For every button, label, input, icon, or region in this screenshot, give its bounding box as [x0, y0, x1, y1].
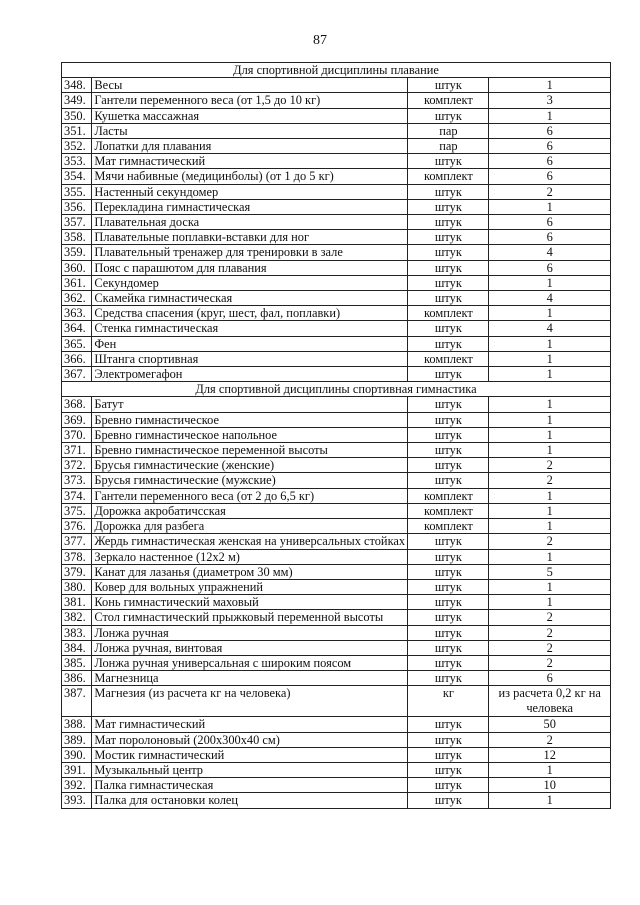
item-quantity: 1 — [489, 275, 611, 290]
item-unit: штук — [408, 215, 489, 230]
item-unit: штук — [408, 625, 489, 640]
item-quantity: 2 — [489, 473, 611, 488]
item-name: Электромегафон — [92, 367, 408, 382]
item-quantity: 50 — [489, 717, 611, 732]
item-quantity: 5 — [489, 564, 611, 579]
item-unit: пар — [408, 139, 489, 154]
item-name: Брусья гимнастические (мужские) — [92, 473, 408, 488]
item-quantity: 6 — [489, 139, 611, 154]
table-row — [62, 184, 611, 199]
item-quantity: 6 — [489, 260, 611, 275]
item-quantity: 1 — [489, 336, 611, 351]
item-quantity: 1 — [489, 367, 611, 382]
item-name: Лонжа ручная, винтовая — [92, 640, 408, 655]
item-name: Средства спасения (круг, шест, фал, поплавки) — [92, 306, 408, 321]
item-unit: штук — [408, 793, 489, 808]
section-title: Для спортивной дисциплины спортивная гимнастика — [62, 382, 611, 397]
item-unit: штук — [408, 717, 489, 732]
item-unit: штук — [408, 245, 489, 260]
table-row — [62, 503, 611, 518]
item-quantity: из расчета 0,2 кг на человека — [489, 686, 611, 717]
item-name: Ласты — [92, 123, 408, 138]
item-unit: штук — [408, 336, 489, 351]
row-number: 354. — [62, 169, 92, 184]
table-row — [62, 549, 611, 564]
item-quantity: 1 — [489, 108, 611, 123]
row-number: 350. — [62, 108, 92, 123]
row-number: 371. — [62, 443, 92, 458]
table-row — [62, 215, 611, 230]
row-number: 389. — [62, 732, 92, 747]
item-unit: штук — [408, 595, 489, 610]
item-unit: штук — [408, 275, 489, 290]
item-name: Мат гимнастический — [92, 154, 408, 169]
table-row — [62, 671, 611, 686]
item-unit: штук — [408, 549, 489, 564]
item-unit: штук — [408, 397, 489, 412]
row-number: 373. — [62, 473, 92, 488]
table-row — [62, 291, 611, 306]
row-number: 352. — [62, 139, 92, 154]
table-row — [62, 686, 611, 717]
row-number: 372. — [62, 458, 92, 473]
item-unit: комплект — [408, 519, 489, 534]
row-number: 348. — [62, 78, 92, 93]
item-name: Жердь гимнастическая женская на универсальных стойках — [92, 534, 408, 549]
row-number: 382. — [62, 610, 92, 625]
table-row — [62, 488, 611, 503]
table-row — [62, 564, 611, 579]
table-row — [62, 351, 611, 366]
row-number: 363. — [62, 306, 92, 321]
table-row — [62, 245, 611, 260]
item-quantity: 1 — [489, 397, 611, 412]
item-name: Мат поролоновый (200х300х40 см) — [92, 732, 408, 747]
item-quantity: 1 — [489, 427, 611, 442]
row-number: 358. — [62, 230, 92, 245]
item-quantity: 1 — [489, 78, 611, 93]
table-row — [62, 367, 611, 382]
item-quantity: 3 — [489, 93, 611, 108]
item-quantity: 1 — [489, 306, 611, 321]
item-name: Музыкальный центр — [92, 762, 408, 777]
row-number: 375. — [62, 503, 92, 518]
item-unit: штук — [408, 640, 489, 655]
item-unit: пар — [408, 123, 489, 138]
table-row — [62, 336, 611, 351]
item-name: Бревно гимнастическое — [92, 412, 408, 427]
row-number: 366. — [62, 351, 92, 366]
row-number: 357. — [62, 215, 92, 230]
item-unit: штук — [408, 671, 489, 686]
item-name: Ковер для вольных упражнений — [92, 579, 408, 594]
item-unit: штук — [408, 443, 489, 458]
item-name: Фен — [92, 336, 408, 351]
item-name: Плавательная доска — [92, 215, 408, 230]
item-name: Лопатки для плавания — [92, 139, 408, 154]
row-number: 356. — [62, 199, 92, 214]
item-name: Батут — [92, 397, 408, 412]
item-name: Палка для остановки колец — [92, 793, 408, 808]
item-quantity: 6 — [489, 123, 611, 138]
item-quantity: 6 — [489, 154, 611, 169]
row-number: 383. — [62, 625, 92, 640]
item-unit: штук — [408, 732, 489, 747]
table-row — [62, 458, 611, 473]
item-unit: штук — [408, 747, 489, 762]
item-name: Бревно гимнастическое переменной высоты — [92, 443, 408, 458]
table-row — [62, 579, 611, 594]
item-quantity: 2 — [489, 732, 611, 747]
table-row — [62, 640, 611, 655]
item-name: Мат гимнастический — [92, 717, 408, 732]
item-name: Магнезница — [92, 671, 408, 686]
table-row — [62, 519, 611, 534]
item-name: Перекладина гимнастическая — [92, 199, 408, 214]
item-quantity: 6 — [489, 215, 611, 230]
table-row — [62, 397, 611, 412]
item-name: Мячи набивные (медицинболы) (от 1 до 5 кг) — [92, 169, 408, 184]
item-name: Лонжа ручная универсальная с широким поясом — [92, 655, 408, 670]
row-number: 388. — [62, 717, 92, 732]
item-unit: штук — [408, 78, 489, 93]
row-number: 376. — [62, 519, 92, 534]
table-row — [62, 732, 611, 747]
item-name: Скамейка гимнастическая — [92, 291, 408, 306]
table-row — [62, 427, 611, 442]
table-row — [62, 625, 611, 640]
table-row — [62, 412, 611, 427]
item-quantity: 4 — [489, 321, 611, 336]
item-quantity: 2 — [489, 458, 611, 473]
row-number: 390. — [62, 747, 92, 762]
item-quantity: 1 — [489, 443, 611, 458]
row-number: 370. — [62, 427, 92, 442]
item-unit: штук — [408, 427, 489, 442]
item-quantity: 10 — [489, 778, 611, 793]
row-number: 386. — [62, 671, 92, 686]
row-number: 381. — [62, 595, 92, 610]
table-row — [62, 169, 611, 184]
item-quantity: 1 — [489, 412, 611, 427]
table-row — [62, 306, 611, 321]
item-name: Лонжа ручная — [92, 625, 408, 640]
item-unit: штук — [408, 473, 489, 488]
item-unit: комплект — [408, 488, 489, 503]
item-quantity: 1 — [489, 351, 611, 366]
item-quantity: 6 — [489, 230, 611, 245]
item-name: Палка гимнастическая — [92, 778, 408, 793]
item-quantity: 1 — [489, 519, 611, 534]
table-row — [62, 93, 611, 108]
table-row — [62, 154, 611, 169]
row-number: 379. — [62, 564, 92, 579]
item-unit: комплект — [408, 503, 489, 518]
table-row — [62, 778, 611, 793]
item-unit: комплект — [408, 169, 489, 184]
item-name: Гантели переменного веса (от 1,5 до 10 кг) — [92, 93, 408, 108]
item-unit: кг — [408, 686, 489, 717]
row-number: 362. — [62, 291, 92, 306]
item-unit: штук — [408, 199, 489, 214]
item-unit: штук — [408, 291, 489, 306]
item-unit: штук — [408, 108, 489, 123]
table-row — [62, 230, 611, 245]
item-name: Конь гимнастический маховый — [92, 595, 408, 610]
table-row — [62, 717, 611, 732]
row-number: 364. — [62, 321, 92, 336]
row-number: 393. — [62, 793, 92, 808]
item-name: Канат для лазанья (диаметром 30 мм) — [92, 564, 408, 579]
row-number: 377. — [62, 534, 92, 549]
item-quantity: 1 — [489, 488, 611, 503]
table-row — [62, 108, 611, 123]
item-unit: штук — [408, 321, 489, 336]
item-unit: штук — [408, 367, 489, 382]
item-unit: штук — [408, 260, 489, 275]
table-row — [62, 473, 611, 488]
item-name: Мостик гимнастический — [92, 747, 408, 762]
item-name: Секундомер — [92, 275, 408, 290]
row-number: 392. — [62, 778, 92, 793]
item-unit: штук — [408, 762, 489, 777]
item-name: Плавательные поплавки-вставки для ног — [92, 230, 408, 245]
item-name: Гантели переменного веса (от 2 до 6,5 кг) — [92, 488, 408, 503]
table-row — [62, 762, 611, 777]
item-unit: штук — [408, 154, 489, 169]
table-row — [62, 199, 611, 214]
item-quantity: 1 — [489, 762, 611, 777]
item-name: Кушетка массажная — [92, 108, 408, 123]
item-quantity: 1 — [489, 199, 611, 214]
row-number: 368. — [62, 397, 92, 412]
row-number: 353. — [62, 154, 92, 169]
page-number: 87 — [313, 33, 327, 48]
item-unit: комплект — [408, 93, 489, 108]
item-unit: штук — [408, 184, 489, 199]
item-name: Весы — [92, 78, 408, 93]
row-number: 360. — [62, 260, 92, 275]
item-name: Стол гимнастический прыжковый переменной высоты — [92, 610, 408, 625]
item-quantity: 6 — [489, 169, 611, 184]
item-quantity: 1 — [489, 595, 611, 610]
section-title: Для спортивной дисциплины плавание — [62, 63, 611, 78]
row-number: 361. — [62, 275, 92, 290]
row-number: 355. — [62, 184, 92, 199]
item-unit: штук — [408, 610, 489, 625]
item-name: Дорожка для разбега — [92, 519, 408, 534]
item-quantity: 2 — [489, 640, 611, 655]
item-quantity: 4 — [489, 245, 611, 260]
table-row — [62, 321, 611, 336]
table-row — [62, 747, 611, 762]
item-quantity: 2 — [489, 534, 611, 549]
item-quantity: 4 — [489, 291, 611, 306]
item-name: Плавательный тренажер для тренировки в зале — [92, 245, 408, 260]
item-quantity: 2 — [489, 625, 611, 640]
item-unit: штук — [408, 564, 489, 579]
row-number: 365. — [62, 336, 92, 351]
item-name: Брусья гимнастические (женские) — [92, 458, 408, 473]
row-number: 349. — [62, 93, 92, 108]
item-quantity: 2 — [489, 610, 611, 625]
item-quantity: 2 — [489, 184, 611, 199]
item-quantity: 1 — [489, 579, 611, 594]
row-number: 378. — [62, 549, 92, 564]
item-name: Магнезия (из расчета кг на человека) — [92, 686, 408, 717]
table-row — [62, 260, 611, 275]
table-row — [62, 534, 611, 549]
row-number: 391. — [62, 762, 92, 777]
item-name: Бревно гимнастическое напольное — [92, 427, 408, 442]
table-row — [62, 275, 611, 290]
item-unit: штук — [408, 778, 489, 793]
item-name: Штанга спортивная — [92, 351, 408, 366]
table-row — [62, 610, 611, 625]
row-number: 385. — [62, 655, 92, 670]
item-quantity: 1 — [489, 793, 611, 808]
item-name: Стенка гимнастическая — [92, 321, 408, 336]
table-row — [62, 655, 611, 670]
item-unit: штук — [408, 458, 489, 473]
item-name: Настенный секундомер — [92, 184, 408, 199]
table-row — [62, 595, 611, 610]
item-unit: комплект — [408, 351, 489, 366]
item-name: Дорожка акробатичсская — [92, 503, 408, 518]
table-row — [62, 123, 611, 138]
item-unit: комплект — [408, 306, 489, 321]
item-quantity: 12 — [489, 747, 611, 762]
item-name: Зеркало настенное (12х2 м) — [92, 549, 408, 564]
section-header-row — [62, 382, 611, 397]
table-row — [62, 139, 611, 154]
row-number: 369. — [62, 412, 92, 427]
table-row — [62, 793, 611, 808]
item-unit: штук — [408, 230, 489, 245]
row-number: 380. — [62, 579, 92, 594]
row-number: 384. — [62, 640, 92, 655]
item-unit: штук — [408, 412, 489, 427]
item-quantity: 1 — [489, 549, 611, 564]
item-quantity: 2 — [489, 655, 611, 670]
row-number: 387. — [62, 686, 92, 717]
item-unit: штук — [408, 579, 489, 594]
item-quantity: 6 — [489, 671, 611, 686]
item-quantity: 1 — [489, 503, 611, 518]
row-number: 374. — [62, 488, 92, 503]
table-row — [62, 443, 611, 458]
row-number: 367. — [62, 367, 92, 382]
equipment-table — [61, 62, 611, 809]
item-name: Пояс с парашютом для плавания — [92, 260, 408, 275]
equipment-table-body — [62, 63, 611, 809]
row-number: 359. — [62, 245, 92, 260]
table-row — [62, 78, 611, 93]
row-number: 351. — [62, 123, 92, 138]
item-unit: штук — [408, 655, 489, 670]
section-header-row — [62, 63, 611, 78]
item-unit: штук — [408, 534, 489, 549]
